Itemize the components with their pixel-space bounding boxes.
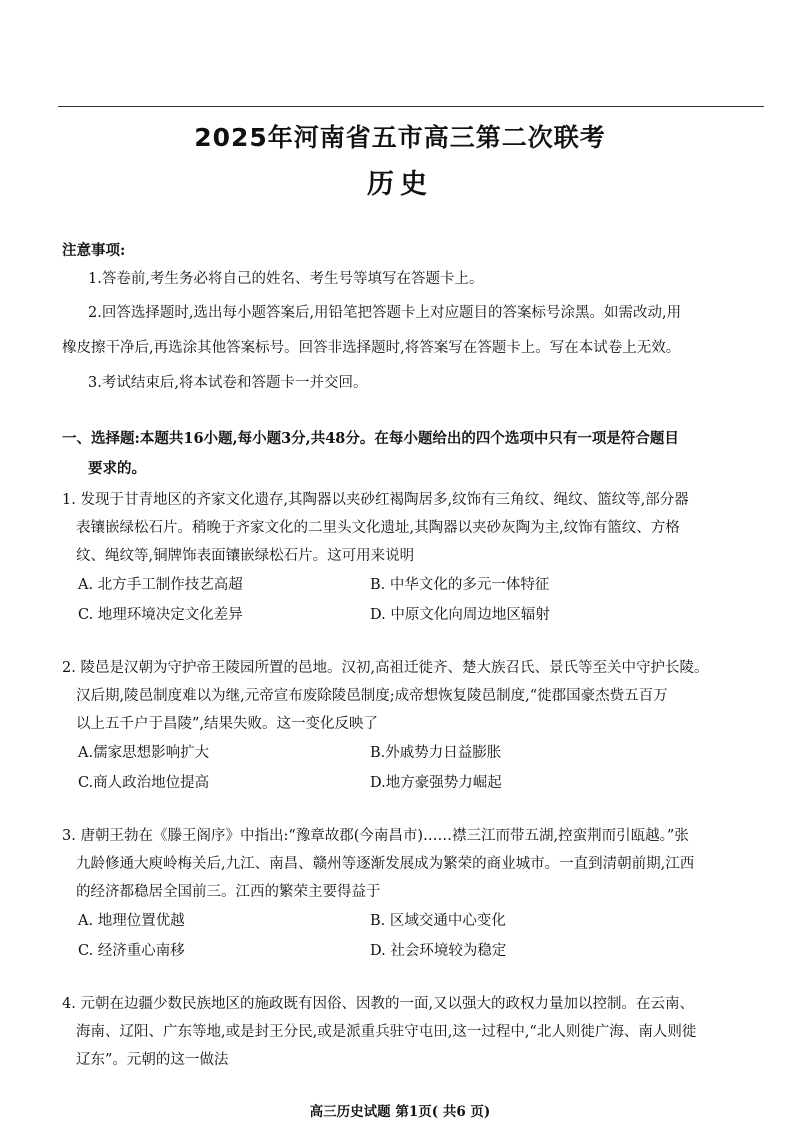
- question-3-options-row-1: [62, 906, 782, 936]
- question-2-line-2: 汉后期,陵邑制度难以为继,元帝宣布废除陵邑制度;成帝想恢复陵邑制度,“徙郡国豪杰赀五百万: [76, 688, 668, 704]
- question-4-line-1: 4. 元朝在边疆少数民族地区的施政既有因俗、因教的一面,又以强大的政权力量加以控制。在云南、: [62, 996, 695, 1012]
- question-2-option-d: D.地方豪强势力崛起: [370, 775, 502, 791]
- question-3-line-1: 3. 唐朝王勃在《滕王阁序》中指出:“豫章故郡(今南昌市)……襟三江而带五湖,控蛮荆而引瓯越。”张: [62, 828, 689, 844]
- notice-block: [62, 238, 782, 402]
- question-1-options-row-1: [62, 570, 782, 600]
- question-3-line-2: 九龄修通大庾岭梅关后,九江、南昌、赣州等逐渐发展成为繁荣的商业城市。一直到清朝前期,江西: [76, 856, 695, 872]
- question-1-line-3: 纹、绳纹等,铜牌饰表面镶嵌绿松石片。这可用来说明: [76, 548, 415, 564]
- question-3-option-d: D. 社会环境较为稳定: [370, 943, 507, 959]
- question-2-line-1: 2. 陵邑是汉朝为守护帝王陵园所置的邑地。汉初,高祖迁徙齐、楚大族召氏、景氏等至关中守护长陵。: [62, 660, 709, 676]
- question-2-line-3: 以上五千户于昌陵”,结果失败。这一变化反映了: [76, 716, 379, 732]
- notice-line-3: 橡皮擦干净后,再选涂其他答案标号。回答非选择题时,将答案写在答题卡上。写在本试卷上无效。: [62, 340, 681, 356]
- notice-heading: 注意事项:: [62, 242, 126, 259]
- question-3-option-c: C. 经济重心南移: [78, 943, 185, 959]
- question-1: [62, 486, 782, 630]
- question-3-option-a: A. 地理位置优越: [78, 913, 185, 929]
- exam-title: 2025年河南省五市高三第二次联考: [194, 123, 606, 152]
- question-4-line-2: 海南、辽阳、广东等地,或是封王分民,或是派重兵驻守屯田,这一过程中,“北人则徙广海、南人则徙: [76, 1024, 697, 1040]
- question-2-option-b: B.外戚势力日益膨胀: [370, 745, 502, 761]
- question-3: [62, 822, 782, 966]
- question-1-option-c: C. 地理环境决定文化差异: [78, 607, 243, 623]
- question-1-option-a: A. 北方手工制作技艺高超: [78, 577, 243, 593]
- question-1-option-b: B. 中华文化的多元一体特征: [370, 577, 550, 593]
- notice-line-4: 3.考试结束后,将本试卷和答题卡一并交回。: [88, 375, 368, 391]
- section-heading: [62, 424, 782, 484]
- notice-line-2: 2.回答选择题时,选出每小题答案后,用铅笔把答题卡上对应题目的答案标号涂黑。如需改动,用: [88, 305, 682, 321]
- question-3-line-3: 的经济都稳居全国前三。江西的繁荣主要得益于: [76, 884, 381, 900]
- question-2-option-a: A.儒家思想影响扩大: [78, 745, 210, 761]
- question-2-options-row-1: [62, 738, 782, 768]
- question-2-option-c: C.商人政治地位提高: [78, 775, 210, 791]
- question-3-options-row-2: [62, 936, 782, 966]
- question-4: [62, 990, 782, 1074]
- notice-line-1: 1.答卷前,考生务必将自己的姓名、考生号等填写在答题卡上。: [88, 271, 484, 287]
- question-2-options-row-2: [62, 768, 782, 798]
- question-1-option-d: D. 中原文化向周边地区辐射: [370, 607, 550, 623]
- question-1-line-1: 1. 发现于甘青地区的齐家文化遗存,其陶器以夹砂红褐陶居多,纹饰有三角纹、绳纹、篮纹等,部分器: [62, 492, 689, 508]
- question-1-options-row-2: [62, 600, 782, 630]
- question-2: [62, 654, 782, 798]
- header-rule: [58, 106, 764, 107]
- page-footer: 高三历史试题 第1页( 共6 页): [309, 1104, 491, 1120]
- question-1-line-2: 表镶嵌绿松石片。稍晚于齐家文化的二里头文化遗址,其陶器以夹砂灰陶为主,纹饰有篮纹、方格: [76, 520, 680, 536]
- section-heading-line-2: 要求的。: [88, 460, 146, 477]
- question-4-line-3: 辽东”。元朝的这一做法: [76, 1052, 229, 1068]
- subject-title: 历史: [367, 169, 433, 200]
- section-heading-line-1: 一、选择题:本题共16小题,每小题3分,共48分。在每小题给出的四个选项中只有一项是符合题目: [62, 430, 679, 447]
- question-3-option-b: B. 区域交通中心变化: [370, 913, 506, 929]
